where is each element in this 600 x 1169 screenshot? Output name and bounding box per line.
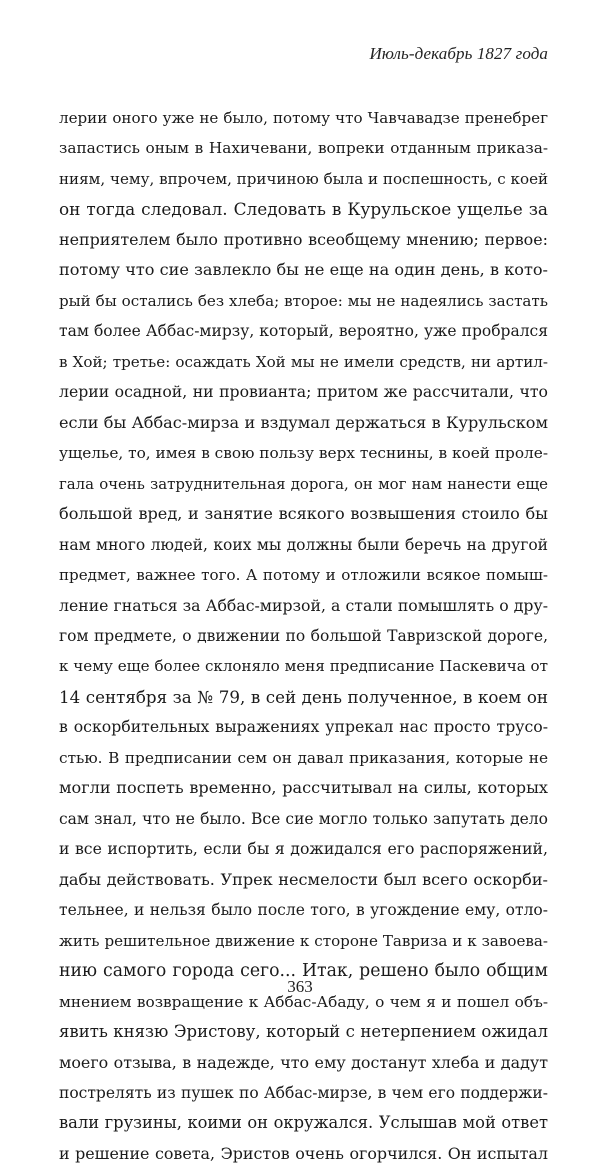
- text-line: нам много людей, коих мы должны были беречь на другой: [59, 535, 548, 554]
- text-line: лерии осадной, ни провианта; притом же рассчитали, что: [59, 382, 548, 402]
- text-line: потому что сие завлекло бы не еще на один день, в кото-: [59, 260, 548, 280]
- text-line: гом предмете, о движении по большой Тавризской дороге,: [59, 626, 548, 645]
- text-line: моего отзыва, в надежде, что ему достанут хлеба и дадут: [59, 1052, 548, 1072]
- text-line: к чему еще более склоняло меня предписание Паскевича от: [59, 657, 548, 676]
- text-line: сам знал, что не было. Все сие могло только запутать дело: [59, 809, 548, 828]
- text-line: явить князю Эристову, который с нетерпением ожидал: [59, 1022, 548, 1042]
- text-line: 14 сентября за № 79, в сей день полученное, в коем он: [59, 686, 548, 707]
- text-line: если бы Аббас-мирза и вздумал держаться в Курульском: [59, 412, 548, 432]
- text-line: и все испортить, если бы я дожидался его распоряжений,: [59, 839, 548, 859]
- text-line: в Хой; третье: осаждать Хой мы не имели средств, ни артил-: [59, 352, 548, 371]
- text-line: мнением возвращение к Аббас-Абаду, о чем я и пошел объ-: [59, 992, 548, 1011]
- page-number: 363: [287, 977, 313, 996]
- body-text: [59, 103, 548, 1169]
- text-line: нию самого города сего... Итак, решено было общим: [59, 961, 548, 982]
- text-line: ниям, чему, впрочем, причиною была и поспешность, с коей: [59, 169, 548, 188]
- text-line: ущелье, то, имея в свою пользу верх теснины, в коей проле-: [59, 444, 548, 463]
- text-line: рый бы остались без хлеба; второе: мы не надеялись застать: [59, 291, 548, 310]
- text-line: неприятелем было противно всеобщему мнению; первое:: [59, 229, 548, 249]
- text-line: и решение совета, Эристов очень огорчился. Он испытал: [59, 1143, 548, 1163]
- text-line: пострелять из пушек по Аббас-мирзе, в чем его поддержи-: [59, 1084, 548, 1102]
- text-line: стью. В предписании сем он давал приказания, которые не: [59, 748, 548, 767]
- running-header: Июль-декабрь 1827 года: [369, 44, 548, 63]
- text-line: большой вред, и занятие всякого возвышения стоило бы: [59, 504, 548, 524]
- text-line: предмет, важнее того. А потому и отложили всякое помыш-: [59, 566, 548, 585]
- text-line: в оскорбительных выражениях упрекал нас просто трусо-: [59, 717, 548, 737]
- text-line: там более Аббас-мирзу, который, вероятно, уже пробрался: [59, 322, 548, 341]
- text-line: могли поспеть временно, рассчитывал на силы, которых: [59, 778, 548, 798]
- text-line: запастись оным в Нахичевани, вопреки отданным приказа-: [59, 139, 548, 158]
- text-line: тельнее, и нельзя было после того, в угождение ему, отло-: [59, 901, 548, 920]
- text-line: гала очень затруднительная дорога, он мог нам нанести еще: [59, 474, 548, 493]
- text-line: жить решительное движение к стороне Тавриза и к завоева-: [59, 931, 548, 950]
- text-line: вали грузины, коими он окружался. Услышав мой ответ: [59, 1113, 548, 1133]
- text-line: он тогда следовал. Следовать в Курульское ущелье за: [59, 199, 548, 220]
- text-line: дабы действовать. Упрек несмелости был всего оскорби-: [59, 869, 548, 889]
- text-line: ление гнаться за Аббас-мирзой, а стали помышлять о дру-: [59, 595, 548, 615]
- text-line: лерии оного уже не было, потому что Чавчавадзе пренебрег: [59, 109, 548, 127]
